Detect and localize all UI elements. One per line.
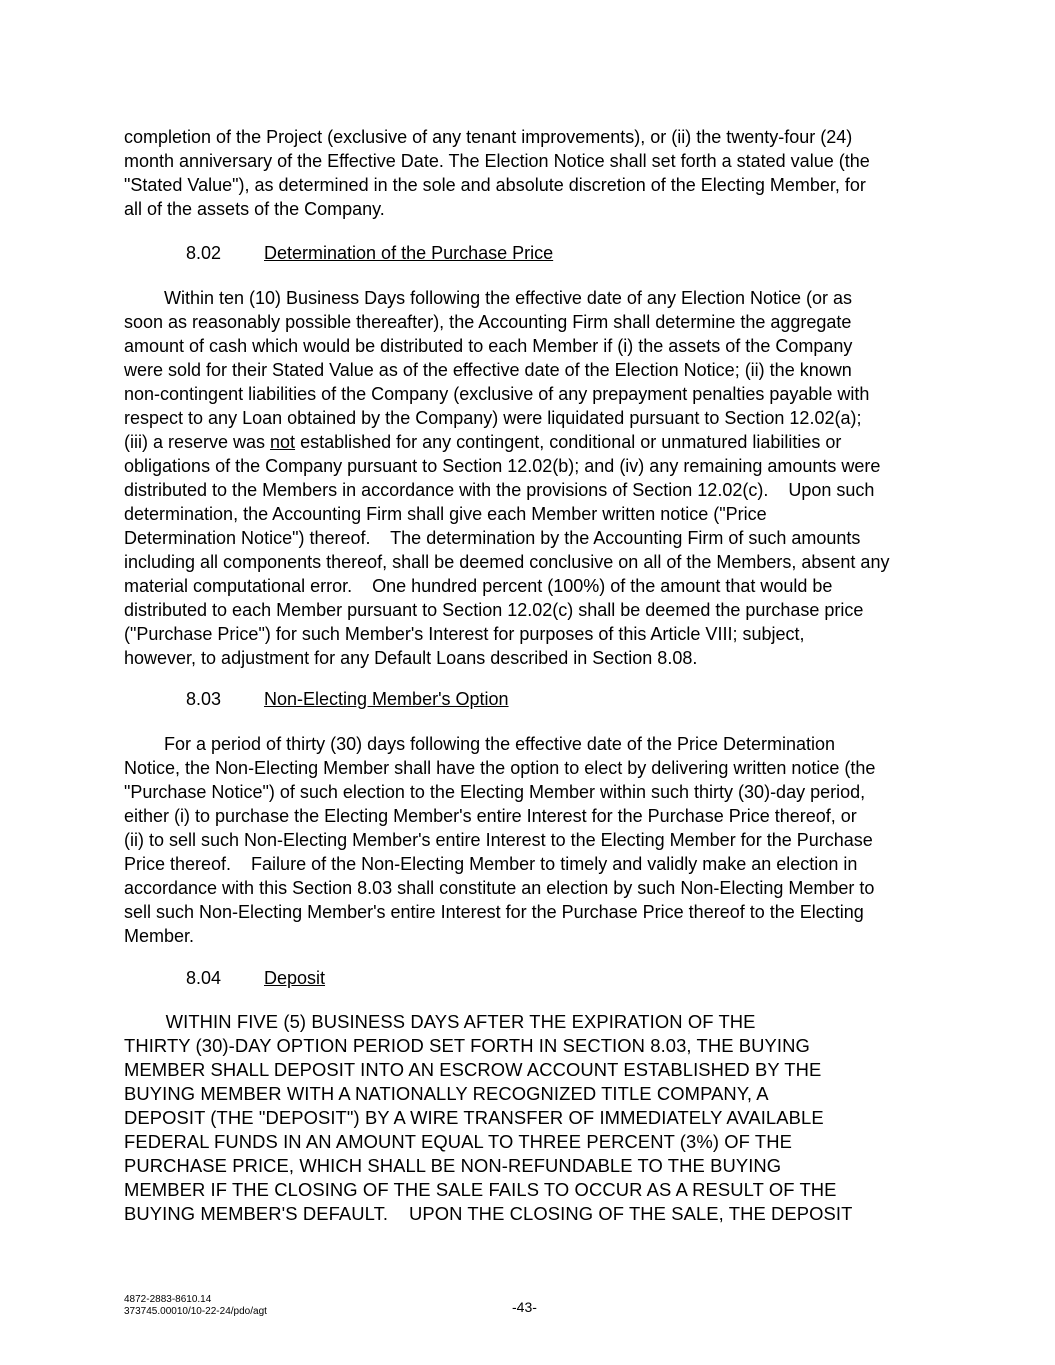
underlined-word: not — [270, 432, 296, 452]
line-text: established for any contingent, conditional or unmatured liabilities or — [295, 432, 842, 452]
paragraph-line: soon as reasonably possible thereafter), the Accounting Firm shall determine the aggregate — [124, 312, 852, 332]
paragraph-line: Notice, the Non-Electing Member shall have the option to elect by delivering written notice (the — [124, 758, 876, 778]
footer-matter-id: 373745.00010/10-22-24/pdo/agt — [124, 1306, 267, 1317]
paragraph-line: amount of cash which would be distributed to each Member if (i) the assets of the Company — [124, 336, 853, 356]
section-8-03-paragraph — [124, 732, 924, 948]
section-8-02-paragraph — [124, 286, 924, 670]
paragraph-line: BUYING MEMBER'S DEFAULT. UPON THE CLOSING OF THE SALE, THE DEPOSIT — [124, 1203, 853, 1224]
paragraph-line: (ii) to sell such Non-Electing Member's entire Interest to the Electing Member for the Purchase — [124, 830, 873, 850]
paragraph-line: Price thereof. Failure of the Non-Electing Member to timely and validly make an election in — [124, 854, 858, 874]
paragraph-line: accordance with this Section 8.03 shall constitute an election by such Non-Electing Member to — [124, 878, 875, 898]
paragraph-line: WITHIN FIVE (5) BUSINESS DAYS AFTER THE EXPIRATION OF THE — [124, 1011, 756, 1032]
section-number: 8.04 — [186, 968, 222, 988]
line-text: (iii) a reserve was — [124, 432, 271, 452]
section-title: Non-Electing Member's Option — [264, 689, 509, 709]
paragraph-line: Member. — [124, 926, 195, 946]
paragraph-line: distributed to each Member pursuant to Section 12.02(c) shall be deemed the purchase price — [124, 600, 864, 620]
paragraph-line: Determination Notice") thereof. The determination by the Accounting Firm of such amounts — [124, 528, 861, 548]
section-number: 8.02 — [186, 243, 222, 263]
paragraph-line: ("Purchase Price") for such Member's Interest for purposes of this Article VIII; subject, — [124, 624, 805, 644]
section-title: Deposit — [264, 968, 326, 988]
paragraph-line: sell such Non-Electing Member's entire Interest for the Purchase Price thereof to the Electing — [124, 902, 864, 922]
paragraph-line: For a period of thirty (30) days following the effective date of the Price Determination — [124, 734, 836, 754]
section-number: 8.03 — [186, 689, 222, 709]
paragraph-line: "Purchase Notice") of such election to the Electing Member within such thirty (30)-day period, — [124, 782, 866, 802]
paragraph-line: distributed to the Members in accordance with the provisions of Section 12.02(c). Upon such — [124, 480, 875, 500]
paragraph-line: material computational error. One hundred percent (100%) of the amount that would be — [124, 576, 833, 596]
paragraph-line: Within ten (10) Business Days following the effective date of any Election Notice (or as — [124, 288, 853, 308]
paragraph-line: "Stated Value"), as determined in the sole and absolute discretion of the Electing Member, for — [124, 175, 866, 195]
paragraph-line: however, to adjustment for any Default Loans described in Section 8.08. — [124, 648, 698, 668]
footer-doc-id: 4872-2883-8610.14 — [124, 1294, 212, 1305]
paragraph-line: BUYING MEMBER WITH A NATIONALLY RECOGNIZED TITLE COMPANY, A — [124, 1083, 769, 1104]
section-title: Determination of the Purchase Price — [264, 243, 554, 263]
paragraph-line: month anniversary of the Effective Date. The Election Notice shall set forth a stated value (the — [124, 151, 870, 171]
paragraph-line: either (i) to purchase the Electing Member's entire Interest for the Purchase Price thereof, or — [124, 806, 857, 826]
paragraph-line: non-contingent liabilities of the Company (exclusive of any prepayment penalties payable with — [124, 384, 870, 404]
footer-document-ids — [124, 1294, 267, 1318]
paragraph-line: including all components thereof, shall be deemed conclusive on all of the Members, absent any — [124, 552, 890, 572]
paragraph-line: PURCHASE PRICE, WHICH SHALL BE NON-REFUNDABLE TO THE BUYING — [124, 1155, 782, 1176]
paragraph-line: were sold for their Stated Value as of the effective date of the Election Notice; (ii) the known — [124, 360, 852, 380]
paragraph-line: all of the assets of the Company. — [124, 199, 385, 219]
intro-paragraph — [124, 125, 924, 221]
paragraph-line: MEMBER SHALL DEPOSIT INTO AN ESCROW ACCOUNT ESTABLISHED BY THE — [124, 1059, 822, 1080]
paragraph-line: completion of the Project (exclusive of any tenant improvements), or (ii) the twenty-four (24) — [124, 127, 853, 147]
paragraph-line: MEMBER IF THE CLOSING OF THE SALE FAILS TO OCCUR AS A RESULT OF THE — [124, 1179, 837, 1200]
paragraph-line: obligations of the Company pursuant to Section 12.02(b); and (iv) any remaining amounts were — [124, 456, 881, 476]
paragraph-line: determination, the Accounting Firm shall give each Member written notice ("Price — [124, 504, 767, 524]
paragraph-line: FEDERAL FUNDS IN AN AMOUNT EQUAL TO THREE PERCENT (3%) OF THE — [124, 1131, 792, 1152]
paragraph-line — [124, 430, 924, 454]
page-number: -43- — [512, 1299, 537, 1315]
paragraph-line: respect to any Loan obtained by the Company) were liquidated pursuant to Section 12.02(a); — [124, 408, 862, 428]
paragraph-line: THIRTY (30)-DAY OPTION PERIOD SET FORTH IN SECTION 8.03, THE BUYING — [124, 1035, 810, 1056]
paragraph-line: DEPOSIT (THE "DEPOSIT") BY A WIRE TRANSFER OF IMMEDIATELY AVAILABLE — [124, 1107, 824, 1128]
section-8-04-paragraph — [124, 1010, 924, 1226]
